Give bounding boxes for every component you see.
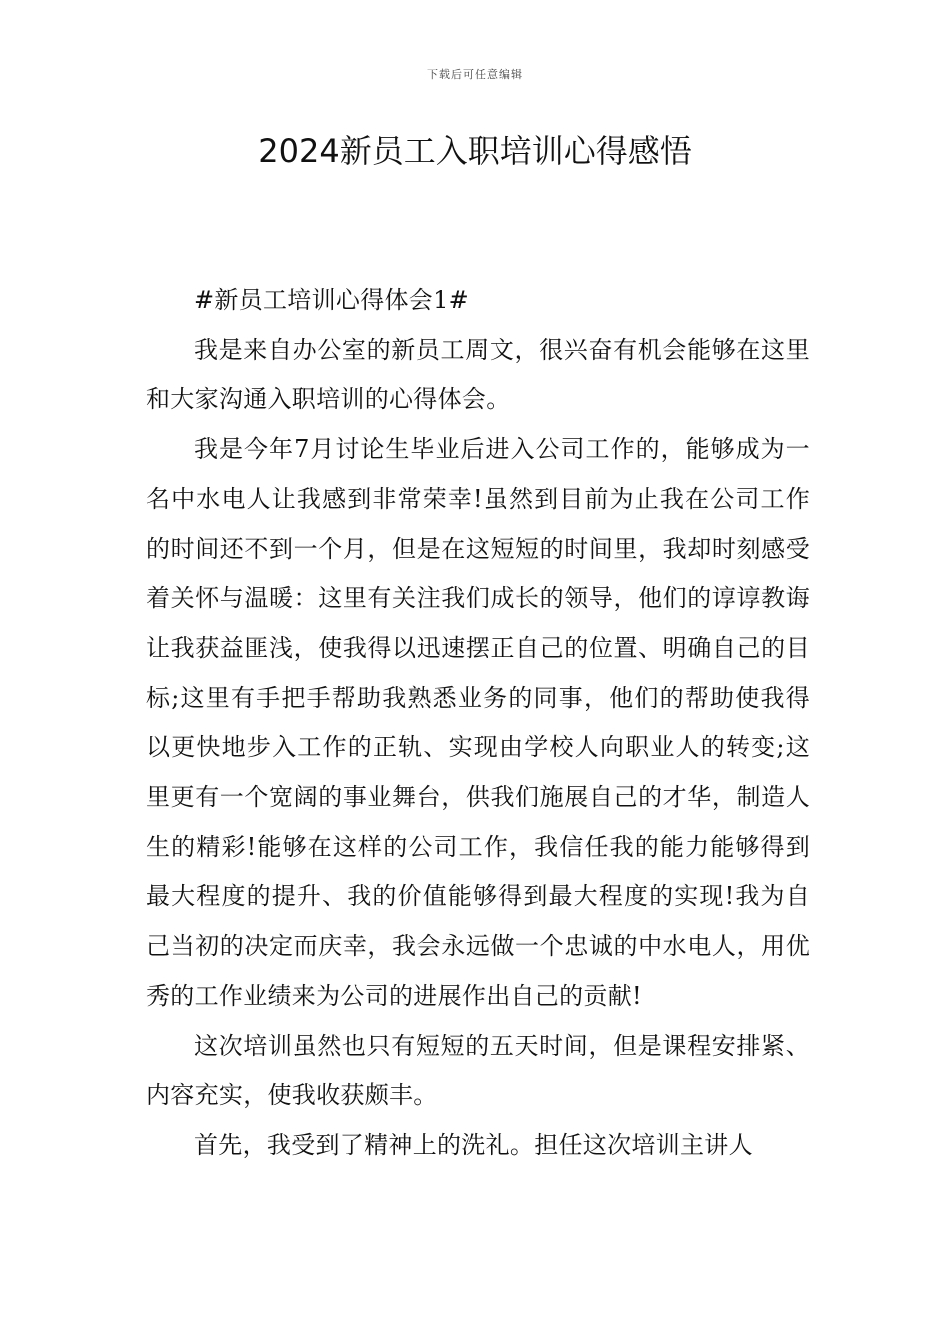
paragraph: 我是今年7月讨论生毕业后进入公司工作的，能够成为一名中水电人让我感到非常荣幸!虽然到目前为止我在公司工作的时间还不到一个月，但是在这短短的时间里，我却时刻感受着关怀与温暖：这里有关注我们成长的领导，他们的谆谆教诲让我获益匪浅，使我得以迅速摆正自己的位置、明确自己的目标;这里有手把手帮助我熟悉业务的同事，他们的帮助使我得以更快地步入工作的正轨、实现由学校人向职业人的转变;这里更有一个宽阔的事业舞台，供我们施展自己的才华，制造人生的精彩!能够在这样的公司工作，我信任我的能力能够得到最大程度的提升、我的价值能够得到最大程度的实现!我为自己当初的决定而庆幸，我会永远做一个忠诚的中水电人，用优秀的工作业绩来为公司的进展作出自己的贡献! bbox=[146, 435, 810, 1010]
document-body bbox=[146, 276, 810, 1171]
paragraph: 这次培训虽然也只有短短的五天时间，但是课程安排紧、内容充实，使我收获颇丰。 bbox=[146, 1031, 810, 1110]
paragraph: 我是来自办公室的新员工周文，很兴奋有机会能够在这里和大家沟通入职培训的心得体会。 bbox=[146, 335, 810, 414]
section-heading: #新员工培训心得体会1# bbox=[194, 286, 470, 314]
header-note: 下载后可任意编辑 bbox=[427, 68, 523, 81]
document-title: 2024新员工入职培训心得感悟 bbox=[258, 132, 692, 170]
paragraph: 首先，我受到了精神上的洗礼。担任这次培训主讲人 bbox=[194, 1130, 753, 1159]
